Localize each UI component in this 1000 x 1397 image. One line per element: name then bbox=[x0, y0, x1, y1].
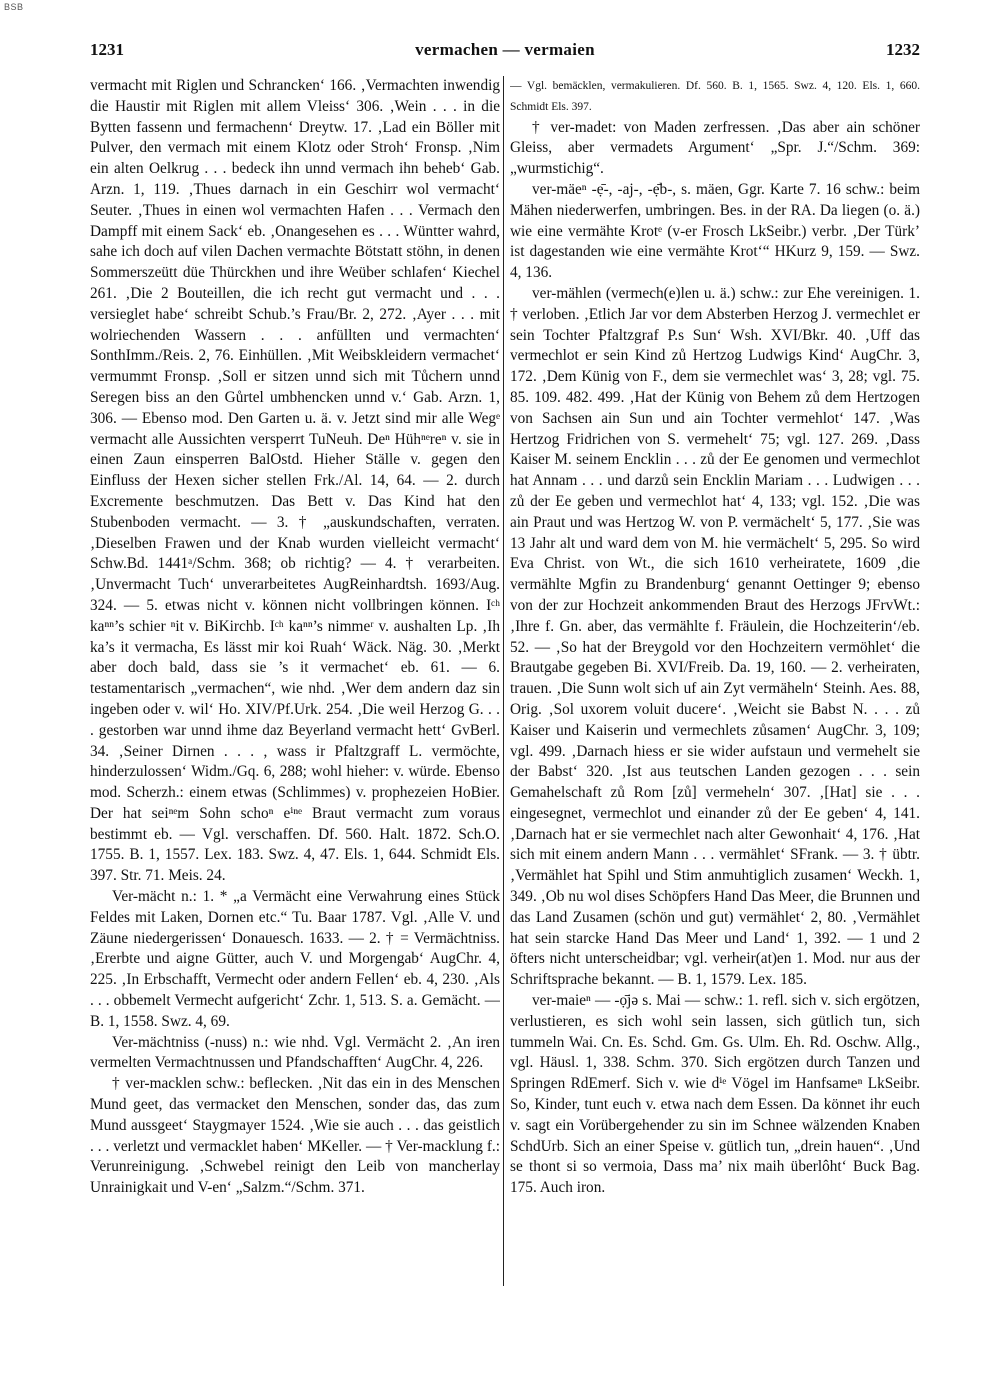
entry-vermaechtniss: Ver-mächtniss (-nuss) n.: wie nhd. Vgl. Vermächt 2. ‚An iren vermelten Vermachtnussen und Pfandschafften‘ AugChr. 4, 226. bbox=[90, 1033, 500, 1072]
right-column bbox=[510, 76, 920, 1286]
continuation-paragraph: vermacht mit Riglen und Schrancken‘ 166. ‚Vermachten inwendig die Haustir mit Riglen mit allem Vleiss‘ 306. ‚Wein . . . in die Bytten fassenn und fermachenn‘ Dreytw. 17. ‚Lad ein Böller mit Pulver, den vermach mit einem Klotz oder Stroh‘ Fronsp. ‚Nim ein alten Oelkrug . . . bedeck ihn unnd vermach ihn beheb‘ Gab. Arzn. 1, 119. ‚Thues darnach in ein Geschirr wol vermacht‘ Seuter. ‚Thues in einen wol vermachten Hafen . . . Vermach den Dampff mit einem Sack‘ eb. ‚Onangesehen es . . . Wüntter wahrd, sahe ich doch auf vilen Dachen vermachte Bötstatt stöhn, in denen Sommerszeütt düe Thürckhen und ihre Weüber schlafen‘ Kiechel 261. ‚Die 2 Bouteillen, die ich recht gut vermacht und . . . versieglet habe‘ schreibt Schub.’s Frau/Br. 2, 272. ‚Ayer . . . mit wolriechenden Wassern . . . anfüllten und vermachten‘ SonthImm./Reis. 2, 76. Einhüllen. ‚Mit Weibskleidern vermachet‘ vermummt Fronsp. ‚Soll er sitzen unnd sich mit Tůchern unnd Seregen biss an den Gůrtel umbhencken unnd v.‘ Gab. Arzn. 1, 306. — Ebenso mod. Den Garten u. ä. v. Jetzt sind mir alle Wegᵉ vermacht alle Aussichten versperrt TuNeuh. Deⁿ Hühⁿᵉreⁿ v. sie in einen Zaun einsperren BalOstd. Hieher Ställe v. gegen den Einfluss der Hexen sicher stellen Frk./Al. 14, 64. — 2. durch Excremente beschmutzen. Das Bett v. Das Kind hat den Stubenboden vermacht. — 3. † „auskundschaften, verraten. ‚Dieselben Frawen und der Knab wurden vielleicht vermacht‘ Schw.Bd. 1441ᵃ/Schm. 368; ob richtig? — 4. † verarbeiten. ‚Unvermacht Tuch‘ unverarbeitetes AugReinhardtsh. 1693/Aug. 324. — 5. etwas nicht v. können nicht vollbringen können. Iᶜʰ kaⁿⁿ’s schier ⁿit v. BiKirchb. Iᶜʰ kaⁿⁿ’s nimmeʳ v. aushalten Lp. ‚Ih ka’s it vermacha, Es lässt mir koi Ruah‘ Wäck. Näg. 30. ‚Merkt aber doch bald, dass sie ’s it vermachet‘ eb. 61. — 6. testamentarisch „vermachen“, wie nhd. ‚Wer dem andern daz sin ingeben oder v. wil‘ Ho. XIV/Pf.Urk. 254. ‚Die weil Herzog G. . . . gestorben war unnd ihme daz Beyerland vermacht hett‘ GvBerl. 34. ‚Seiner Dirnen . . . , wass ir Pfaltzgraff L. vermöchte, hinderzulossen‘ Widm./Gq. 6, 288; wohl hieher: v. würde. Ebenso mod. Scherzh.: einem etwas (Schlimmes) v. prophezeien HoBier. Der hat seiⁿᵉm Sohn schoⁿ eⁱⁿᵉ Braut vermacht zum voraus bestimmt eb. — Vgl. verschaffen. Df. 560. Halt. 1872. Sch.O. 1755. B. 1, 1557. Lex. 183. Swz. 4, 47. Els. 1, 644. Schmidt Els. 397. Str. 71. Meis. 24. bbox=[90, 77, 500, 885]
page-header bbox=[90, 40, 920, 70]
continuation-references: — Vgl. bemäcklen, vermakulieren. Df. 560. B. 1, 1565. Swz. 4, 120. Els. 1, 660. Schmidt Els. 397. bbox=[510, 80, 920, 113]
entry-vermaehlen: ver-mählen (vermech(e)len u. ä.) schw.: zur Ehe vereinigen. 1. † verloben. ‚Etlich Jar vor dem Absterben Herzog J. vermechlet er sein Tochter Pfaltzgraf P.s Sun‘ Wsh. XVI/Bkr. 40. ‚Uff das vermechlot er sein Kind zů Hertzog Ludwigs Kind‘ AugChr. 3, 172. ‚Dem Künig von F., dem sie vermechlet was‘ 3, 28; vgl. 75. 85. 109. 482. 499. ‚Hat der Künig von Behem zů dem Hertzogen von Sachsen ain Sun und ain Tochter vermehlot‘ 147. ‚Was Hertzog Fridrichen von S. vermehelt‘ 75; vgl. 127. 269. ‚Dass Kaiser M. seinem Encklin . . . zů der Ee genomen und vermechlot hat Annam . . . und darzů sein Encklin Mariam . . . Ludwigen . . . zů der Ee geben und vermechlot hat‘ 4, 133; vgl. 152. ‚Die was ain Praut und was Hertzog W. von P. vermächelt‘ 5, 177. ‚Sie was 13 Jahr alt und ward dem von M. hie vermächelt‘ 5, 295. So wird Eva Christ. von Wt., die sich 1610 verheiratete, 1609 ‚die vermählte Mgfin zu Brandenburg‘ genannt Oettinger 9; ebenso von der zur Hochzeit ankommenden Braut des Herzogs JFrvWt.: ‚Ihre f. Gn. aber, das vermählte f. Fräulein, die Hochzeiterin‘/eb. 52. — ‚So hat der Breygold vor den Hochzeitern vermöhlet‘ die Brautgabe gegeben Bi. XVI/Freib. Da. 19, 160. — 2. verheiraten, trauen. ‚Die Sunn wolt sich uf ain Zyt vermäheln‘ Steinh. Aes. 88, Orig. ‚Sol uxorem voluit ducere‘. ‚Weicht sie Babst N. . . . zů Kaiser und Kaiserin und vermechlets zůsamen‘ AugChr. 3, 109; vgl. 499. ‚Darnach hiess er sie wider aufstaun und vermehelt sie der Babst‘ 320. ‚Ist aus teutschen Landen gezogen . . . sein Gemahelschaft zů Rom [zů] vermeheln‘ 307. ‚[Hat] sie . . . eingesegnet, vermechlot und einander zů der Ee geben‘ 4, 141. ‚Darnach hat er sie vermechlet nach alter Gewonhait‘ 4, 176. ‚Hat sich mit einem andern Mann . . . vermählet‘ SFrank. — 3. † übtr. ‚Vermählet hat Spihl und Stim anmuhtiglich zusamen‘ Weckh. 1, 349. ‚Ob nu wol dises Schöpfers Hand Das Meer, die Brunnen und das Land Zusamen (schön und gut) vermählet‘ 2, 80. ‚Vermählet hat sein starcke Hand Das Meer und Land‘ 1, 392. — 1 und 2 öfters nicht unterscheidbar; vgl. verheir(at)en 1. Mod. nur aus der Schriftsprache bekannt. — B. 1, 1579. Lex. 185. bbox=[510, 284, 920, 989]
library-stamp: BSB bbox=[4, 2, 24, 12]
entry-vermaecht: Ver-mächt n.: 1. * „a Vermächt eine Verwahrung eines Stück Feldes mit Laken, Dornen etc.“ Tu. Baar 1787. Vgl. ‚Alle V. und Zäune niedergerissen‘ Donauesch. 1633. — 2. † = Vermächtniss. ‚Ererbte und aigne Gütter, auch V. und Morgengab‘ AugChr. 4, 225. ‚In Erbschafft, Vermecht oder andern Fellen‘ eb. 4, 230. ‚Als . . . obbemelt Vermecht aufgericht‘ Zchr. 1, 513. S. a. Gemächt. — B. 1, 1558. Swz. 4, 69. bbox=[90, 888, 500, 1030]
column-divider bbox=[503, 76, 504, 1286]
running-head: vermachen — vermaien bbox=[415, 40, 595, 59]
left-column bbox=[90, 76, 500, 1286]
entry-vermadet: † ver-madet: von Maden zerfressen. ‚Das aber ain schöner Gleiss, aber vermadets Argument‘ „Spr. J.“/Schm. 369: „wurmstichig“. bbox=[510, 118, 920, 178]
entry-vermaien: ver-maieⁿ — -ọ̄jə s. Mai — schw.: 1. refl. sich v. sich ergötzen, verlustieren, es sich wohl sein lassen, sich gütlich tun, sich tummeln Wai. Cn. Es. Schd. Gm. Gs. Ulm. Eh. Rd. Oschw. Allg., vgl. Häusl. 1, 338. Schm. 370. Sich ergötzen durch Tanzen und Springen RdEmerf. Sich v. wie dⁱᵉ Vögel im Hanfsameⁿ LkSeibr. So, Kinder, tunt euch v. etwa nach dem Essen. Da könnet ihr euch v. sagt ein Vorübergehender zu sin im Schnee wälzenden Knaben SchdUrb. Sich an einer Speise v. gütlich tun, „drein hauen“. ‚Und se thont si so vermoia, Dass ma’ nix maih überlôht‘ Buck Bag. 175. Auch iron. bbox=[510, 992, 920, 1197]
page-number-left: 1231 bbox=[90, 40, 124, 59]
entry-vermacklen: † ver-macklen schw.: beflecken. ‚Nit das ein in des Menschen Mund geet, das vermacket den Menschen, sonder das, das zum Mund aussgeet‘ Staygmayer 1524. ‚Wie sie auch . . . das geistlich . . . verletzt und vermacklet haben‘ MKeller. — † Ver-macklung f.: Verunreinigung. ‚Schwebel reinigt den Leib von mancherlay Unrainigkait und V-en‘ „Salzm.“/Schm. 371. bbox=[90, 1075, 500, 1197]
entry-vermaeen: ver-mäeⁿ -ẹ̄-, -aj-, -ẹ̄b-, s. mäen, Ggr. Karte 7. 16 schw.: beim Mähen niederwerfen, umbringen. Bes. in der RA. Da liegen (o. ä.) wie eine vermähte Krotᵉ (v-er Frosch LkSeibr.) verbr. ‚Der Türk’ ist dagestanden wie eine vermähte Krot‘“ HKurz 9, 159. — Swz. 4, 136. bbox=[510, 180, 920, 282]
page-number-right: 1232 bbox=[886, 40, 920, 59]
